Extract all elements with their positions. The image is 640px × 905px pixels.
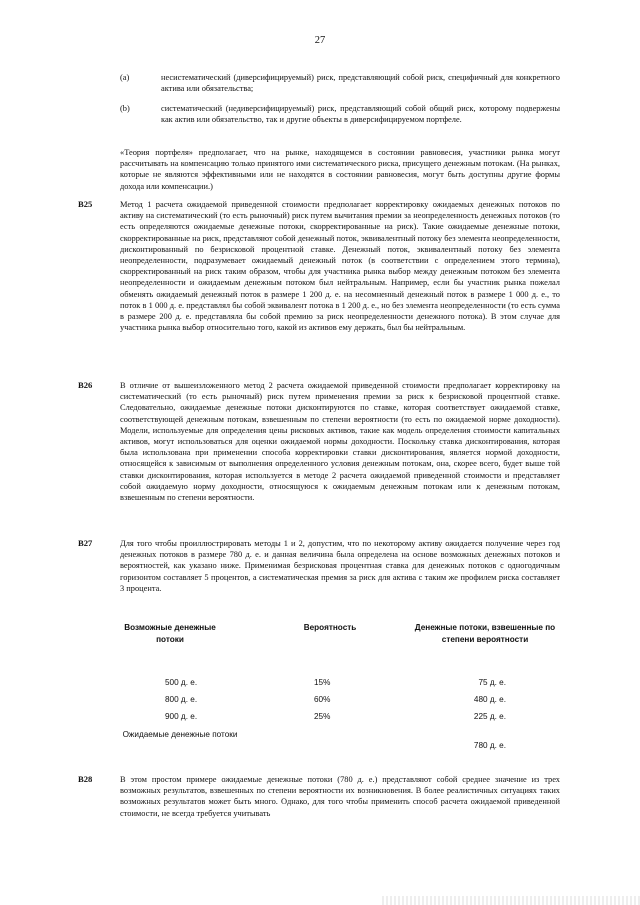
list-marker: (b) [120,104,130,113]
list-marker: (a) [120,73,130,82]
table-cell: 480 д. е. [473,695,506,704]
section-label-b26: B26 [78,380,93,390]
intro-paragraph: «Теория портфеля» предполагает, что на рынке, находящемся в состоянии равновесия, участники рынка могут рассчитывать на компенсацию только принятого ими систематического риска, присущего денежным потокам. (На рынках, которые не являются эффективными или не находятся в состоянии равновесия, могут быть доступны другие формы дохода или компенсации.) [120,148,560,191]
scan-edge-artifact [382,896,640,905]
table-cell: 25% [314,712,331,721]
section-label-b25: B25 [78,199,93,209]
section-text-b28: В этом простом примере ожидаемые денежные потоки (780 д. е.) представляют собой среднее значение из трех возможных результатов, взвешенных по степени вероятности их возникновения. В более реалистичных ситуациях таких возможных результатов может быть много. Однако, для того чтобы применить способ расчета ожидаемой приведенной стоимости, не всегда требуется учитывать [120,775,560,818]
table-header-possible-flows: Возможные денежные потоки [124,623,216,644]
table-header-probability: Вероятность [303,623,357,632]
section-text-b26: В отличие от вышеизложенного метод 2 расчета ожидаемой приведенной стоимости предполагает корректировку на систематический (то есть рыночный) риск путем применения премии за риск к безрисковой процентной ставке. Следовательно, ожидаемые денежные потоки дисконтируются по ставке, которая соответствует ожидаемой ставке, соответствующей денежным потокам, взвешенным по степени вероятности (то есть по ожидаемой норме доходности). Модели, используемые для определения цены рисковых активов, такие как модель определения стоимости капитальных активов, могут использоваться для оценки ожидаемой нормы доходности. Поскольку ставка дисконтирования, которая была использована при применении способа корректировки ставки дисконтирования, является нормой доходности, относящейся к зависимым от выполнения определенного условия денежным потокам, она, скорее всего, будет выше той ставки дисконтирования, которая используется в методе 2 расчета ожидаемой приведенной стоимости и представляет собой ожидаемую норму доходности, относящуюся к ожидаемым денежным потокам или к денежным потокам, взвешенным по степени вероятности. [120,381,560,503]
table-total-value: 780 д. е. [473,741,506,750]
list-text: несистематический (диверсифицируемый) риск, представляющий собой риск, специфичный для конкретного актива или обязательства; [161,73,560,94]
table-cell: 900 д. е. [165,712,198,721]
page-number: 27 [314,35,326,46]
table-cell: 800 д. е. [165,695,198,704]
section-label-b28: B28 [78,774,93,784]
section-label-b27: B27 [78,538,93,548]
table-total-label: Ожидаемые денежные потоки [122,730,238,739]
table-cell: 75 д. е. [478,678,506,687]
list-text: систематический (недиверсифицируемый) риск, представляющий собой общий риск, которому подвержены как актив или обязательство, так и другие объекты в диверсифицируемом портфеле. [161,104,560,125]
table-cell: 500 д. е. [165,678,198,687]
table-cell: 225 д. е. [473,712,506,721]
section-text-b25: Метод 1 расчета ожидаемой приведенной стоимости предполагает корректировку ожидаемых денежных потоков по активу на систематический (то есть рыночный) риск путем вычитания премии за неопределенность денежных потоков (то есть определяются ожидаемые денежные потоки, скорректированные на риск). Такие ожидаемые денежные потоки, скорректированные на риск, представляют собой денежный поток, эквивалентный потоку без элемента неопределенности, дисконтированный по безрисковой процентной ставке. Денежный поток, эквивалентный потоку без элемента неопределенности, подразумевает ожидаемый денежный поток (в соответствии с определением этого термина), скорректированный на риск таким образом, чтобы для участника рынка выбор между денежным потоком без элемента неопределенности и ожидаемым денежным потоком был нейтральным. Например, если бы участник рынка пожелал обменять ожидаемый денежный поток в размере 1 200 д. е. на несомненный денежный поток в размере 1 000 д. е., то поток в 1 000 д. е. представлял бы собой эквивалент потока в 1 200 д. е., но без элемента неопределенности (то есть сумма в размере 200 д. е. представляла бы собой премию за риск неопределенности денежного потока). В этом случае для участника рынка выбор относительно того, какой из активов ему держать, был бы нейтральным. [120,200,560,333]
table-cell: 15% [314,678,331,687]
table-header-weighted-flows: Денежные потоки, взвешенные по степени вероятности [414,623,556,644]
table-cell: 60% [314,695,331,704]
section-text-b27: Для того чтобы проиллюстрировать методы 1 и 2, допустим, что по некоторому активу ожидается получение через год денежных потоков в размере 780 д. е. и данная величина была определена на основе возможных денежных потоков и вероятностей, как указано ниже. Применимая безрисковая процентная ставка для денежных потоков с одногодичным горизонтом составляет 5 процентов, а систематическая премия за риск для актива с таким же профилем риска составляет 3 процента. [120,539,560,593]
